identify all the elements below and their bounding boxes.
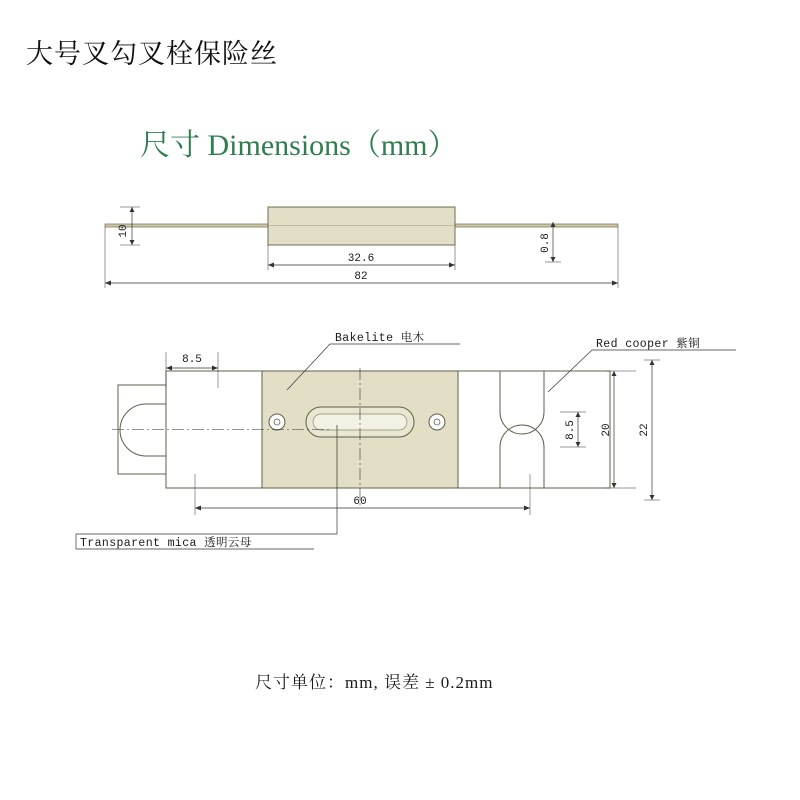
arrow-up-20 <box>612 371 617 376</box>
dim-label-85-slot-height: 8.5 <box>565 420 577 440</box>
arrow-left-60 <box>195 506 201 511</box>
arrow-up-10 <box>130 207 135 212</box>
arrow-left-326 <box>268 263 274 268</box>
left-rivet-center <box>274 419 280 425</box>
arrow-up-22 <box>650 360 655 365</box>
dim-label-22: 22 <box>639 423 651 437</box>
arrow-down-20 <box>612 483 617 488</box>
dim-label-326: 32.6 <box>347 253 375 265</box>
right-copper-strap <box>458 371 610 488</box>
right-rivet-center <box>434 419 440 425</box>
arrow-down-08 <box>551 257 556 262</box>
arrow-right-60 <box>524 506 530 511</box>
dim-label-height-10: 10 <box>118 224 130 238</box>
units-tolerance-note: 尺寸单位：mm, 误差 ± 0.2mm <box>255 673 494 692</box>
dim-label-82: 82 <box>354 271 368 283</box>
dim-label-60: 60 <box>353 496 367 508</box>
page-title: 大号叉勾叉栓保险丝 <box>26 39 278 69</box>
arrow-left-85w <box>166 366 172 371</box>
dimensions-heading: 尺寸 Dimensions（mm） <box>140 129 458 162</box>
dim-label-85-width: 8.5 <box>182 354 202 366</box>
right-lead <box>455 224 618 227</box>
arrow-right-82 <box>612 281 618 286</box>
arrow-right-326 <box>449 263 455 268</box>
callout-label-bakelite: Bakelite 电木 <box>335 332 425 345</box>
callout-label-red-copper: Red cooper 紫铜 <box>596 338 701 351</box>
dim-label-20: 20 <box>601 423 613 437</box>
arrow-down-22 <box>650 495 655 500</box>
callout-label-transparent-mica: Transparent mica 透明云母 <box>80 537 252 550</box>
arrow-down-10 <box>130 240 135 245</box>
dim-label-lead-08: 0.8 <box>540 233 552 253</box>
fuse-body <box>268 207 455 245</box>
arrow-left-82 <box>105 281 111 286</box>
top-view <box>105 207 618 288</box>
arrow-right-85w <box>212 366 218 371</box>
front-view <box>112 352 660 515</box>
